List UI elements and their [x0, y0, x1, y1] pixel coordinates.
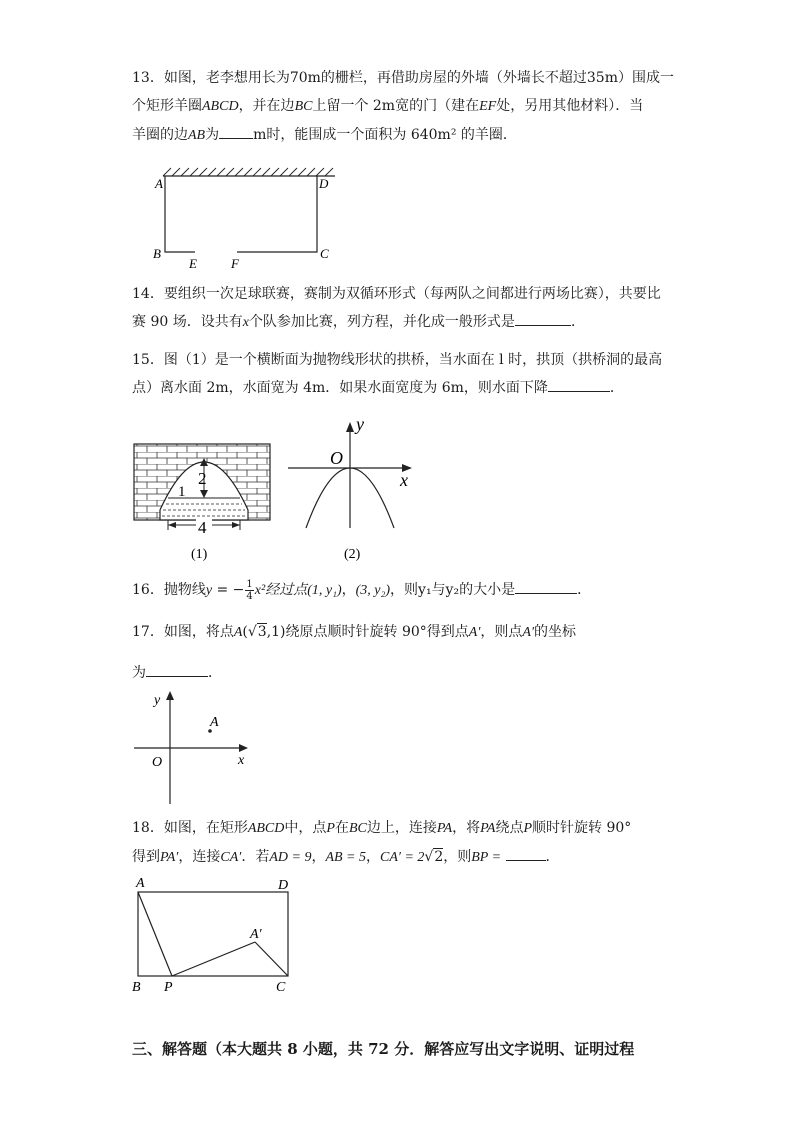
q17-var-a-prime: A′ — [468, 625, 481, 640]
q18-var: CA′ — [220, 850, 242, 865]
q18-text: 中，点 — [284, 820, 327, 836]
label-C: C — [320, 246, 329, 261]
label-a: A — [210, 715, 219, 730]
label-level-1: 1 — [178, 484, 186, 500]
label-D: D — [278, 878, 289, 893]
label-B: B — [153, 246, 161, 261]
q18-answer-blank[interactable] — [506, 844, 546, 861]
q16-text: = − — [212, 582, 245, 598]
q18-text: ． — [545, 849, 560, 865]
q13-line-2 — [132, 92, 667, 121]
fence-right — [237, 176, 317, 252]
q13-text: 个矩形羊圈 — [132, 98, 202, 114]
question-16 — [132, 576, 667, 605]
q18-var: BC — [348, 821, 367, 836]
q18-text: 边上，连接 — [366, 820, 437, 836]
q13-line-3 — [132, 121, 667, 150]
q18-text: ，将 — [452, 820, 481, 836]
q18-text: 绕点 — [495, 820, 524, 836]
label-x: x — [400, 470, 408, 490]
q18-figure-rectangle — [128, 870, 300, 998]
fence-left — [165, 176, 195, 252]
q13-text: 上留一个 2m宽的门（建在 — [312, 98, 480, 114]
rectangle-abcd — [138, 892, 288, 976]
q16-point-1: (1, y₁) — [307, 583, 342, 598]
q14-text: ． — [570, 314, 585, 330]
q13-text: ，并在边 — [238, 98, 295, 114]
q17-text: ，则点 — [480, 624, 523, 640]
q18-text: 18．如图，在矩形 — [132, 820, 248, 836]
x-axis-arrow — [239, 744, 248, 752]
question-13 — [132, 64, 674, 150]
q13-text: 处，另用其他材料）．当 — [496, 98, 644, 114]
q18-given-ab: AB = 5 — [325, 850, 366, 865]
q14-line-2 — [132, 308, 667, 337]
q17-text: 的坐标 — [534, 624, 577, 640]
q16-text: ，则y₁与y₂的大小是 — [390, 582, 516, 598]
question-15 — [132, 346, 667, 402]
q17-text: 绕原点顺时针旋转 90°得到点 — [285, 624, 469, 640]
arrow-head-right — [232, 522, 240, 528]
q17-text: ． — [208, 665, 222, 681]
segment-ca-prime — [255, 942, 288, 976]
q16-text: ， — [341, 582, 356, 598]
q16-var-y: y — [205, 583, 213, 598]
q14-text: 个队参加比赛，列方程，并化成一般形式是 — [248, 314, 515, 330]
q18-var: PA — [480, 821, 496, 836]
segment-pa-prime — [172, 942, 255, 976]
q18-var: P — [523, 821, 533, 836]
q13-var-bc: BC — [294, 99, 313, 114]
q17-var-a: A — [233, 625, 243, 640]
q13-var-ef: EF — [479, 99, 497, 114]
q16-text: ． — [577, 582, 592, 598]
section-3-heading: 三、解答题（本大题共 8 小题，共 72 分．解答应写出文字说明、证明过程 — [132, 1040, 635, 1058]
q18-var: BP = — [471, 850, 502, 865]
caption-1: (1) — [191, 547, 208, 562]
label-x: x — [238, 753, 245, 768]
q18-text: 得到 — [132, 849, 160, 865]
q17-sqrt: 3 — [257, 624, 267, 640]
question-18 — [132, 814, 667, 872]
label-A: A — [155, 176, 163, 191]
q15-text: ． — [609, 380, 624, 396]
q16-text: x²经过点 — [254, 583, 308, 598]
q15-line-1: 15．图（1）是一个横断面为抛物线形状的拱桥，当水面在 l 时，拱顶（拱桥洞的最高 — [132, 352, 663, 368]
q14-answer-blank[interactable] — [515, 309, 571, 326]
q18-given-ad: AD = 9 — [269, 850, 312, 865]
fraction-numerator: 1 — [246, 578, 253, 590]
q17-text: ( — [242, 624, 248, 640]
q13-text: m时，能围成一个面积为 640m² 的羊圈． — [253, 127, 517, 143]
q18-line-1 — [132, 814, 667, 843]
q16-text: 16．抛物线 — [132, 582, 206, 598]
q13-line-1: 13．如图，老李想用长为70m的栅栏，再借助房屋的外墙（外墙长不超过35m）围成一 — [132, 70, 674, 86]
q14-text: 赛 90 场．设共有 — [132, 314, 243, 330]
q15-answer-blank[interactable] — [548, 375, 610, 392]
q18-var: ABCD — [247, 821, 285, 836]
q13-answer-blank[interactable] — [219, 122, 253, 139]
y-axis-arrow — [166, 691, 174, 700]
q17-line-1: 17．如图，将点A(√3,1)绕原点顺时针旋转 90°得到点A′，则点A′的坐标 — [132, 624, 577, 640]
q18-var: PA — [436, 821, 453, 836]
label-origin: O — [330, 448, 343, 468]
wall-hatch — [163, 168, 333, 176]
q18-sqrt: 2 — [434, 849, 444, 865]
label-E: E — [189, 256, 197, 271]
q16-line — [132, 576, 667, 605]
q15-line-2 — [132, 374, 667, 402]
fraction-denominator: 4 — [246, 590, 253, 602]
q18-text: ， — [311, 849, 326, 865]
label-origin: O — [152, 755, 163, 770]
q14-var-x: x — [242, 315, 249, 330]
q18-text: ．若 — [241, 849, 270, 865]
question-14 — [132, 280, 667, 337]
label-B: B — [132, 980, 141, 995]
q16-answer-blank[interactable] — [515, 577, 577, 594]
label-A-prime: A′ — [250, 927, 262, 942]
q18-given-ca: CA′ = 2 — [380, 850, 425, 865]
q17-text: 17．如图，将点 — [132, 624, 234, 640]
question-17 — [132, 618, 667, 687]
q18-text: 顺时针旋转 90° — [532, 820, 632, 836]
q17-answer-blank[interactable] — [146, 660, 208, 677]
q17-line-2 — [132, 659, 667, 687]
caption-2: (2) — [344, 547, 361, 562]
label-F: F — [231, 256, 239, 271]
q17-text: ,1) — [266, 624, 286, 640]
q17-figure-axes — [132, 686, 252, 808]
q18-text: ，连接 — [178, 849, 221, 865]
y-axis-arrow — [346, 422, 354, 432]
label-P: P — [164, 980, 173, 995]
q15-text: 点）离水面 2m，水面宽为 4m．如果水面宽度为 6m，则水面下降 — [132, 380, 548, 396]
q15-figure-1-bridge — [132, 440, 274, 562]
q18-text: 在 — [334, 820, 349, 836]
q18-var: PA′ — [160, 850, 179, 865]
q13-text: 羊圈的边 — [132, 127, 188, 143]
q18-text: ，则 — [443, 849, 472, 865]
q14-line-1: 14．要组织一次足球联赛，赛制为双循环形式（每两队之间都进行两场比赛），共要比 — [132, 286, 661, 302]
label-C: C — [276, 980, 286, 995]
q18-text: ， — [366, 849, 380, 865]
q18-line-2: 得到PA′，连接CA′．若AD = 9，AB = 5，CA′ = 2√2，则BP = ． — [132, 843, 667, 872]
label-A: A — [136, 876, 145, 891]
label-y: y — [356, 414, 364, 434]
q15-figure-2-parabola — [284, 414, 418, 562]
q18-var: P — [326, 821, 335, 836]
q13-var-abcd: ABCD — [202, 99, 239, 114]
label-width-4: 4 — [198, 518, 207, 537]
label-D: D — [319, 176, 329, 191]
q17-var-a-prime: A′ — [522, 625, 535, 640]
q17-text: 为 — [132, 665, 146, 681]
q16-fraction — [245, 579, 253, 602]
arrow-head-left — [168, 522, 176, 528]
q13-figure — [145, 166, 345, 272]
segment-pa — [138, 892, 172, 976]
label-height-2: 2 — [198, 469, 207, 488]
q16-point-2: (3, y₂) — [355, 583, 391, 598]
q13-text: 为 — [205, 127, 220, 143]
label-y: y — [154, 693, 161, 708]
q13-var-ab: AB — [188, 128, 206, 143]
